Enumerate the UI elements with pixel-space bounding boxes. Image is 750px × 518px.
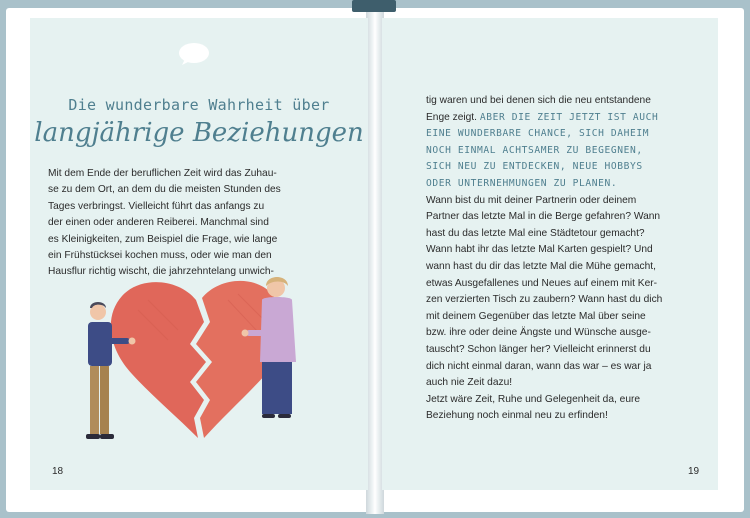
text-line: der einen oder anderen Reiberei. Manchmal sind: [48, 217, 269, 229]
broken-heart-couple-illustration: [78, 270, 318, 455]
text-line: Wann bist du mit deiner Partnerin oder deinem: [426, 194, 637, 206]
bookmark-ribbon: [352, 0, 396, 12]
text-line: wann hast du dir das letzte Mal die Mühe gemacht,: [426, 260, 656, 272]
speech-bubble-icon: [176, 42, 212, 66]
right-body-text: [426, 93, 716, 425]
text-line: zen verzierten Tisch zu zaubern? Wann hast du dich: [426, 294, 663, 306]
left-body-text: [48, 166, 360, 281]
text-line: [426, 110, 716, 127]
text-line: hast du das letzte Mal eine Städtetour gemacht?: [426, 227, 645, 239]
text-line: Mit dem Ende der beruflichen Zeit wird das Zuhau-: [48, 168, 277, 179]
text-line: ein Frühstücksei kochen muss, oder wie man den: [48, 250, 272, 262]
highlight-caps-line: SICH NEU ZU ENTDECKEN, NEUE HOBBYS: [426, 161, 643, 173]
text-line: Beziehung noch einmal neu zu erfinden!: [426, 410, 608, 422]
text-line: Tages verbringst. Vielleicht führt das anfangs zu: [48, 200, 265, 212]
text-line: Hausflur richtig wischt, die jahrzehntelang unwich-: [48, 266, 274, 278]
text-line: es Kleinigkeiten, zum Beispiel die Frage, wie lange: [48, 233, 278, 245]
page-number-right: 19: [688, 466, 700, 477]
heading-line-2: langjährige Beziehungen: [34, 118, 364, 148]
highlight-caps-line: EINE WUNDERBARE CHANCE, SICH DAHEIM: [426, 128, 650, 140]
text-line: tig waren und bei denen sich die neu entstandene: [426, 95, 651, 106]
highlight-caps: ABER DIE ZEIT JETZT IST AUCH: [479, 111, 659, 123]
text-line: se zu dem Ort, an dem du die meisten Stunden des: [48, 184, 281, 196]
text-line: tauscht? Schon länger her? Vielleicht erinnerst du: [426, 343, 651, 355]
heading-line-1: Die wunderbare Wahrheit über: [68, 96, 330, 114]
text-line: auch nie Zeit dazu!: [426, 377, 513, 389]
text-line: etwas Ausgefallenes und Neues auf einem mit Ker-: [426, 277, 658, 289]
highlight-caps-line: ODER UNTERNEHMUNGEN ZU PLANEN.: [426, 177, 618, 189]
text-line: dich nicht einmal daran, wann das war – es war ja: [426, 360, 652, 372]
page-number-left: 18: [52, 466, 64, 477]
text-line: bzw. ihre oder deine Ängste und Wünsche ausge-: [426, 327, 651, 339]
highlight-caps-line: NOCH EINMAL ACHTSAMER ZU BEGEGNEN,: [426, 144, 643, 156]
text-line: Partner das letzte Mal in die Berge gefahren? Wann: [426, 211, 661, 223]
text-line: Jetzt wäre Zeit, Ruhe und Gelegenheit da, eure: [426, 393, 641, 405]
text-line: Wann habt ihr das letzte Mal Karten gespielt? Und: [426, 244, 653, 256]
text-line: mit deinem Gegenüber das letzte Mal über seine: [426, 310, 646, 322]
text-segment: Enge zeigt.: [426, 111, 480, 123]
